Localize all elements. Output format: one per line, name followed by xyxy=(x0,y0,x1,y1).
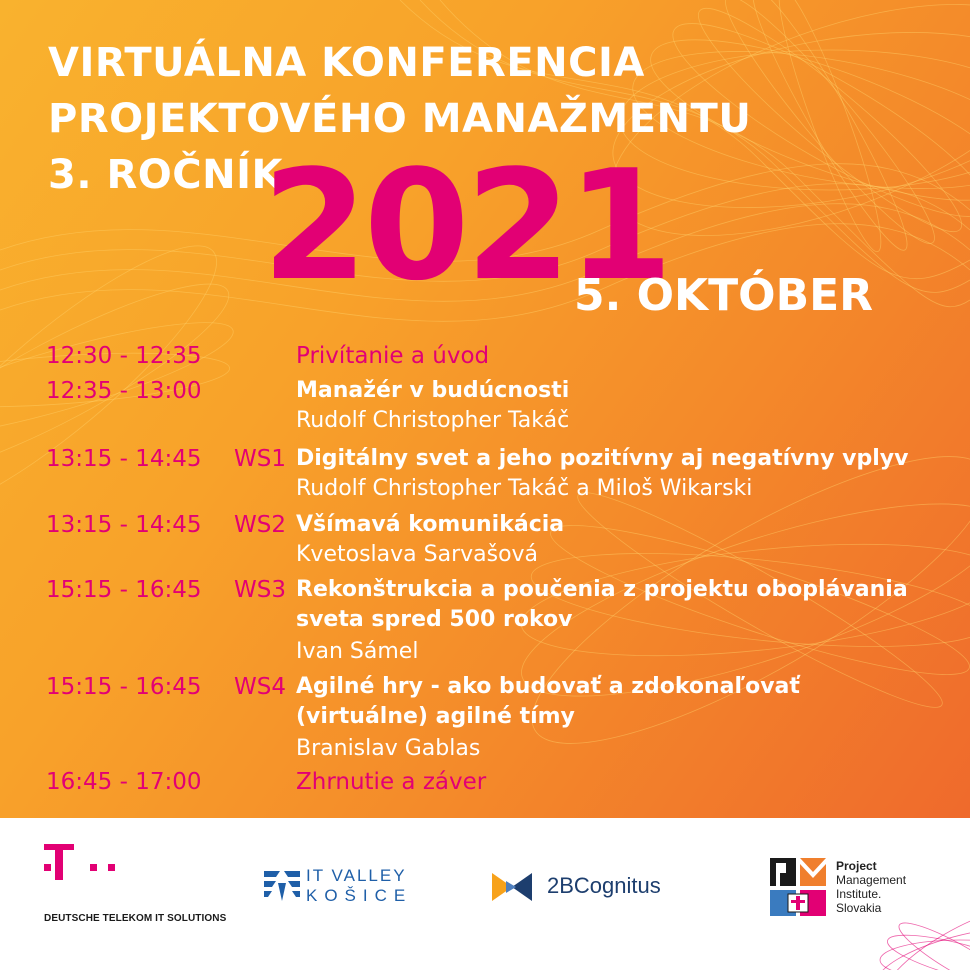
agenda-time: 16:45 - 17:00 xyxy=(46,769,202,795)
title-line-2: PROJEKTOVÉHO MANAŽMENTU xyxy=(48,96,752,142)
agenda-time: 13:15 - 14:45 xyxy=(46,446,202,472)
pmi-line-4: Slovakia xyxy=(836,901,882,915)
agenda-speaker: Branislav Gablas xyxy=(296,736,481,761)
it-valley-city: KOŠICE xyxy=(306,886,413,905)
workshop-label: WS3 xyxy=(234,577,286,603)
agenda-speaker: Rudolf Christopher Takáč xyxy=(296,408,570,433)
it-valley-icon xyxy=(264,869,300,903)
agenda-time: 15:15 - 16:45 xyxy=(46,674,202,700)
agenda-title-line-2: (virtuálne) agilné tímy xyxy=(296,704,575,729)
telekom-logo xyxy=(44,842,124,884)
title-line-3: 3. ROČNÍK xyxy=(48,152,283,198)
agenda-title: Privítanie a úvod xyxy=(296,343,490,369)
pmi-logo-icon xyxy=(770,858,826,916)
workshop-label: WS2 xyxy=(234,512,286,538)
it-valley-name: IT VALLEY xyxy=(306,866,407,885)
agenda-speaker: Rudolf Christopher Takáč a Miloš Wikarski xyxy=(296,476,753,501)
workshop-label: WS1 xyxy=(234,446,286,472)
cognitus-name: 2BCognitus xyxy=(547,873,661,898)
cognitus-icon xyxy=(492,871,544,903)
agenda-title: Digitálny svet a jeho pozitívny aj negatívny vplyv xyxy=(296,446,909,471)
event-date: 5. OKTÓBER xyxy=(574,270,874,321)
title-line-1: VIRTUÁLNA KONFERENCIA xyxy=(48,40,645,86)
agenda-title: Všímavá komunikácia xyxy=(296,512,565,537)
pmi-line-3: Institute. xyxy=(836,887,882,901)
agenda-speaker: Ivan Sámel xyxy=(296,639,419,664)
agenda-time: 15:15 - 16:45 xyxy=(46,577,202,603)
agenda-title-line-1: Rekonštrukcia a poučenia z projektu oboplávania xyxy=(296,577,908,602)
telekom-label: DEUTSCHE TELEKOM IT SOLUTIONS xyxy=(44,913,227,924)
pmi-line-1: Project xyxy=(836,859,877,873)
pmi-line-2: Management xyxy=(836,873,907,887)
year-heading: 2021 xyxy=(262,137,670,314)
agenda-time: 12:35 - 13:00 xyxy=(46,378,202,404)
agenda-time: 12:30 - 12:35 xyxy=(46,343,202,369)
agenda-title-line-1: Agilné hry - ako budovať a zdokonaľovať xyxy=(296,674,800,699)
agenda-title-line-2: sveta spred 500 rokov xyxy=(296,607,573,632)
agenda-title: Manažér v budúcnosti xyxy=(296,378,570,403)
workshop-label: WS4 xyxy=(234,674,286,700)
agenda-speaker: Kvetoslava Sarvašová xyxy=(296,542,539,567)
agenda-title: Zhrnutie a záver xyxy=(296,769,487,795)
agenda-time: 13:15 - 14:45 xyxy=(46,512,202,538)
